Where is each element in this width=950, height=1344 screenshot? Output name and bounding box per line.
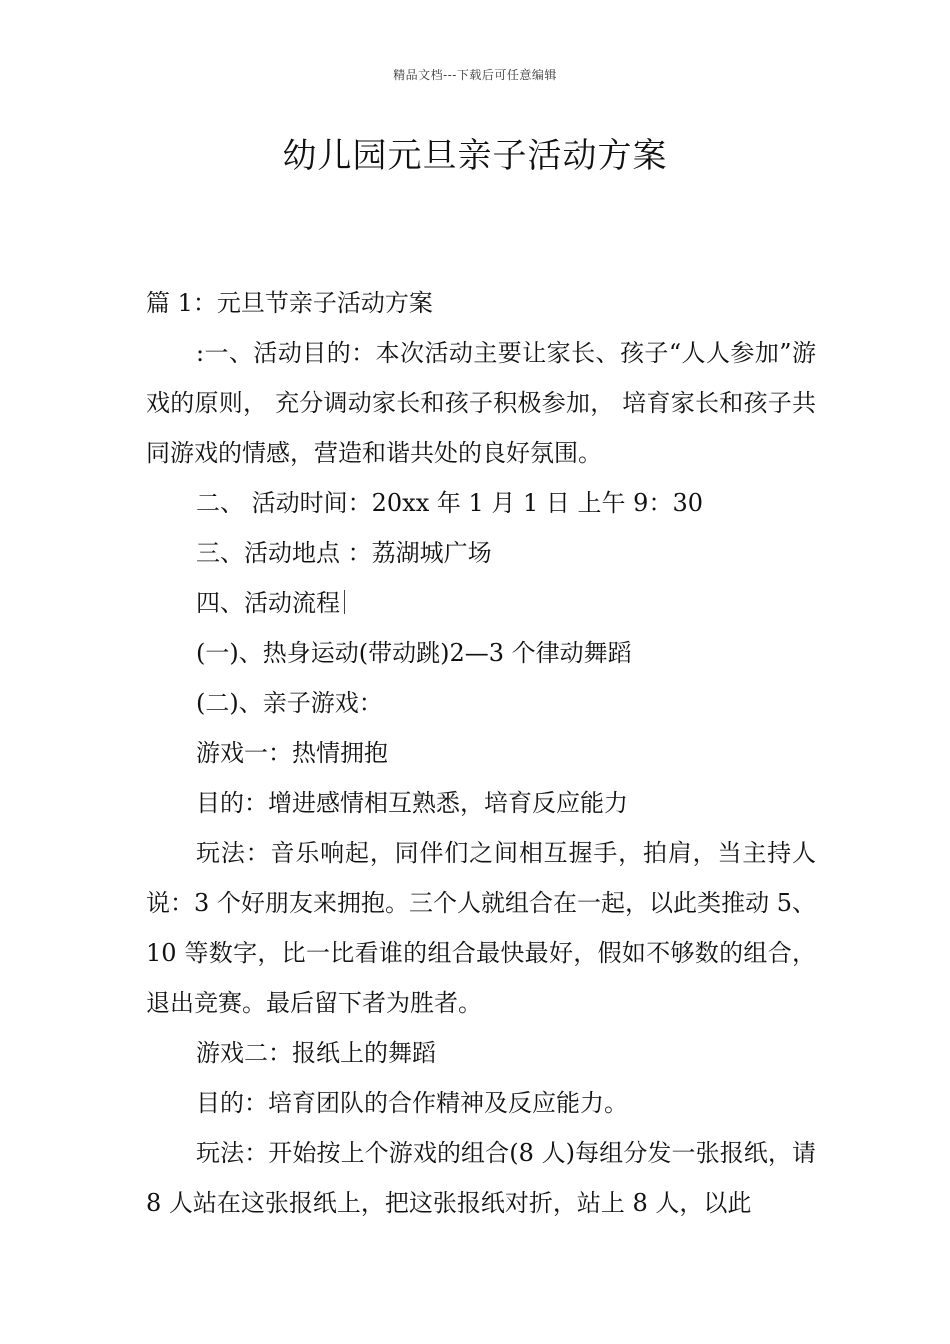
document-title: 幼儿园元旦亲子活动方案 xyxy=(282,136,668,176)
paragraph-game-two-title: 游戏二：报纸上的舞蹈 xyxy=(196,1039,436,1067)
section-heading: 篇 1：元旦节亲子活动方案 xyxy=(146,289,433,317)
paragraph-location: 三、活动地点 ：荔湖城广场 xyxy=(196,539,492,567)
paragraph-process-wrapper xyxy=(146,578,816,628)
text-cursor xyxy=(344,590,345,614)
header-watermark: 精品文档---下载后可任意编辑 xyxy=(393,68,557,82)
paragraph-game-two-rules: 玩法：开始按上个游戏的组合(8 人)每组分发一张报纸，请 8 人站在这张报纸上，把这张报纸对折，站上 8 人，以此 xyxy=(146,1139,816,1217)
document-body xyxy=(146,278,816,1228)
paragraph-time: 二、 活动时间：20xx 年 1 月 1 日 上午 9：30 xyxy=(196,489,703,517)
paragraph-game-one-rules: 玩法：音乐响起，同伴们之间相互握手，拍肩，当主持人说：3 个好朋友来拥抱。三个人就组合在一起，以此类推动 5、10 等数字，比一比看谁的组合最快最好，假如不够数的组合，退出竞赛。最后留下者为胜者。 xyxy=(146,839,816,1017)
paragraph-process: 四、活动流程 xyxy=(196,589,340,617)
paragraph-game-one-goal: 目的：增进感情相互熟悉，培育反应能力 xyxy=(196,789,628,817)
paragraph-warmup: (一)、热身运动(带动跳)2—3 个律动舞蹈 xyxy=(196,639,632,667)
paragraph-game-one-title: 游戏一：热情拥抱 xyxy=(196,739,388,767)
paragraph-game-two-goal: 目的：培育团队的合作精神及反应能力。 xyxy=(196,1089,628,1117)
paragraph-parent-child-games: (二)、亲子游戏： xyxy=(196,689,383,717)
paragraph-purpose: :一、活动目的：本次活动主要让家长、孩子“人人参加”游戏的原则， 充分调动家长和孩子积极参加， 培育家长和孩子共同游戏的情感，营造和谐共处的良好氛围。 xyxy=(146,339,816,467)
